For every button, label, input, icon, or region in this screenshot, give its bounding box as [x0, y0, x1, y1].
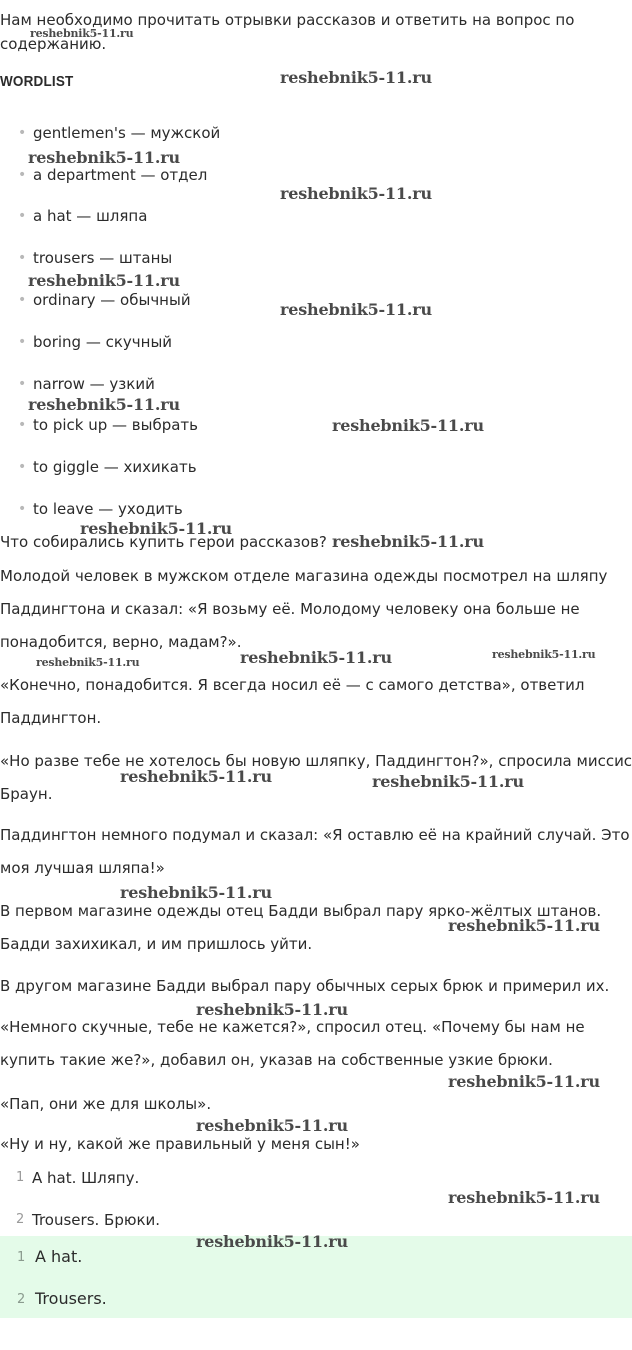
watermark-text: reshebnik5-11.ru: [280, 300, 432, 319]
text-line: моя лучшая шляпа!»: [0, 859, 165, 877]
text-line: Паддингтон.: [0, 709, 102, 727]
watermark-text: reshebnik5-11.ru: [196, 1116, 348, 1135]
watermark-text: reshebnik5-11.ru: [30, 27, 134, 40]
wordlist-item: • to leave — уходить: [18, 500, 183, 518]
wordlist-item: • a hat — шляпа: [18, 207, 148, 225]
wordlist-item: • boring — скучный: [18, 333, 173, 351]
text-line: «Но разве тебе не хотелось бы новую шляпку, Паддингтон?», спросила миссис: [0, 752, 632, 770]
wordlist-item: • trousers — штаны: [18, 249, 173, 267]
text-line: В другом магазине Бадди выбрал пару обычных серых брюк и примерил их.: [0, 977, 610, 995]
text-line: Паддингтон немного подумал и сказал: «Я оставлю её на крайний случай. Это: [0, 826, 630, 844]
bullet-icon: •: [18, 376, 27, 392]
watermark-text: reshebnik5-11.ru: [36, 656, 140, 669]
watermark-text: reshebnik5-11.ru: [280, 184, 432, 203]
watermark-text: reshebnik5-11.ru: [196, 1000, 348, 1019]
watermark-text: reshebnik5-11.ru: [332, 416, 484, 435]
bullet-icon: •: [18, 334, 27, 350]
watermark-text: reshebnik5-11.ru: [120, 883, 272, 902]
wordlist-item: • to pick up — выбрать: [18, 416, 199, 434]
wordlist-item: • gentlemen's — мужской: [18, 124, 221, 142]
watermark-text: reshebnik5-11.ru: [372, 772, 524, 791]
bullet-icon: •: [18, 125, 27, 141]
intro-text: Нам необходимо прочитать отрывки рассказов и ответить на вопрос по содержанию.: [0, 11, 575, 53]
text-line: «Ну и ну, какой же правильный у меня сын!»: [0, 1135, 360, 1153]
bullet-icon: •: [18, 208, 27, 224]
wordlist-item: • a department — отдел: [18, 166, 208, 184]
answer-box-item: 2 Trousers.: [17, 1289, 107, 1308]
text-line: «Немного скучные, тебе не кажется?», спросил отец. «Почему бы нам не: [0, 1018, 585, 1036]
bullet-icon: •: [18, 459, 27, 475]
answer-item: 2 Trousers. Брюки.: [16, 1211, 161, 1229]
watermark-text: reshebnik5-11.ru: [448, 1072, 600, 1091]
text-line: Бадди захихикал, и им пришлось уйти.: [0, 935, 313, 953]
wordlist-item: • ordinary — обычный: [18, 291, 191, 309]
text-line: Молодой человек в мужском отделе магазина одежды посмотрел на шляпу: [0, 567, 608, 585]
text-line: «Пап, они же для школы».: [0, 1095, 212, 1113]
text-line: понадобится, верно, мадам?».: [0, 633, 242, 651]
watermark-text: reshebnik5-11.ru: [196, 1232, 348, 1251]
text-line: В первом магазине одежды отец Бадди выбрал пару ярко-жёлтых штанов.: [0, 902, 602, 920]
watermark-text: reshebnik5-11.ru: [28, 148, 180, 167]
question-text: Что собирались купить герои рассказов?: [0, 533, 327, 551]
watermark-text: reshebnik5-11.ru: [240, 648, 392, 667]
text-line: Паддингтона и сказал: «Я возьму её. Молодому человеку она больше не: [0, 600, 580, 618]
answer-box-item: 1 A hat.: [17, 1247, 83, 1266]
watermark-text: reshebnik5-11.ru: [28, 395, 180, 414]
wordlist-heading: WORDLIST: [0, 73, 74, 90]
wordlist-item: • narrow — узкий: [18, 375, 155, 393]
watermark-text: reshebnik5-11.ru: [448, 916, 600, 935]
text-line: «Конечно, понадобится. Я всегда носил её — с самого детства», ответил: [0, 676, 585, 694]
bullet-icon: •: [18, 501, 27, 517]
wordlist-item: • to giggle — хихикать: [18, 458, 197, 476]
watermark-text: reshebnik5-11.ru: [492, 648, 596, 661]
bullet-icon: •: [18, 292, 27, 308]
watermark-text: reshebnik5-11.ru: [28, 271, 180, 290]
watermark-text: reshebnik5-11.ru: [332, 532, 484, 551]
bullet-icon: •: [18, 167, 27, 183]
watermark-text: reshebnik5-11.ru: [280, 68, 432, 87]
bullet-icon: •: [18, 417, 27, 433]
text-line: купить такие же?», добавил он, указав на собственные узкие брюки.: [0, 1051, 553, 1069]
answer-item: 1 A hat. Шляпу.: [16, 1169, 140, 1187]
watermark-text: reshebnik5-11.ru: [80, 519, 232, 538]
text-line: Браун.: [0, 785, 53, 803]
watermark-text: reshebnik5-11.ru: [448, 1188, 600, 1207]
watermark-text: reshebnik5-11.ru: [120, 767, 272, 786]
bullet-icon: •: [18, 250, 27, 266]
